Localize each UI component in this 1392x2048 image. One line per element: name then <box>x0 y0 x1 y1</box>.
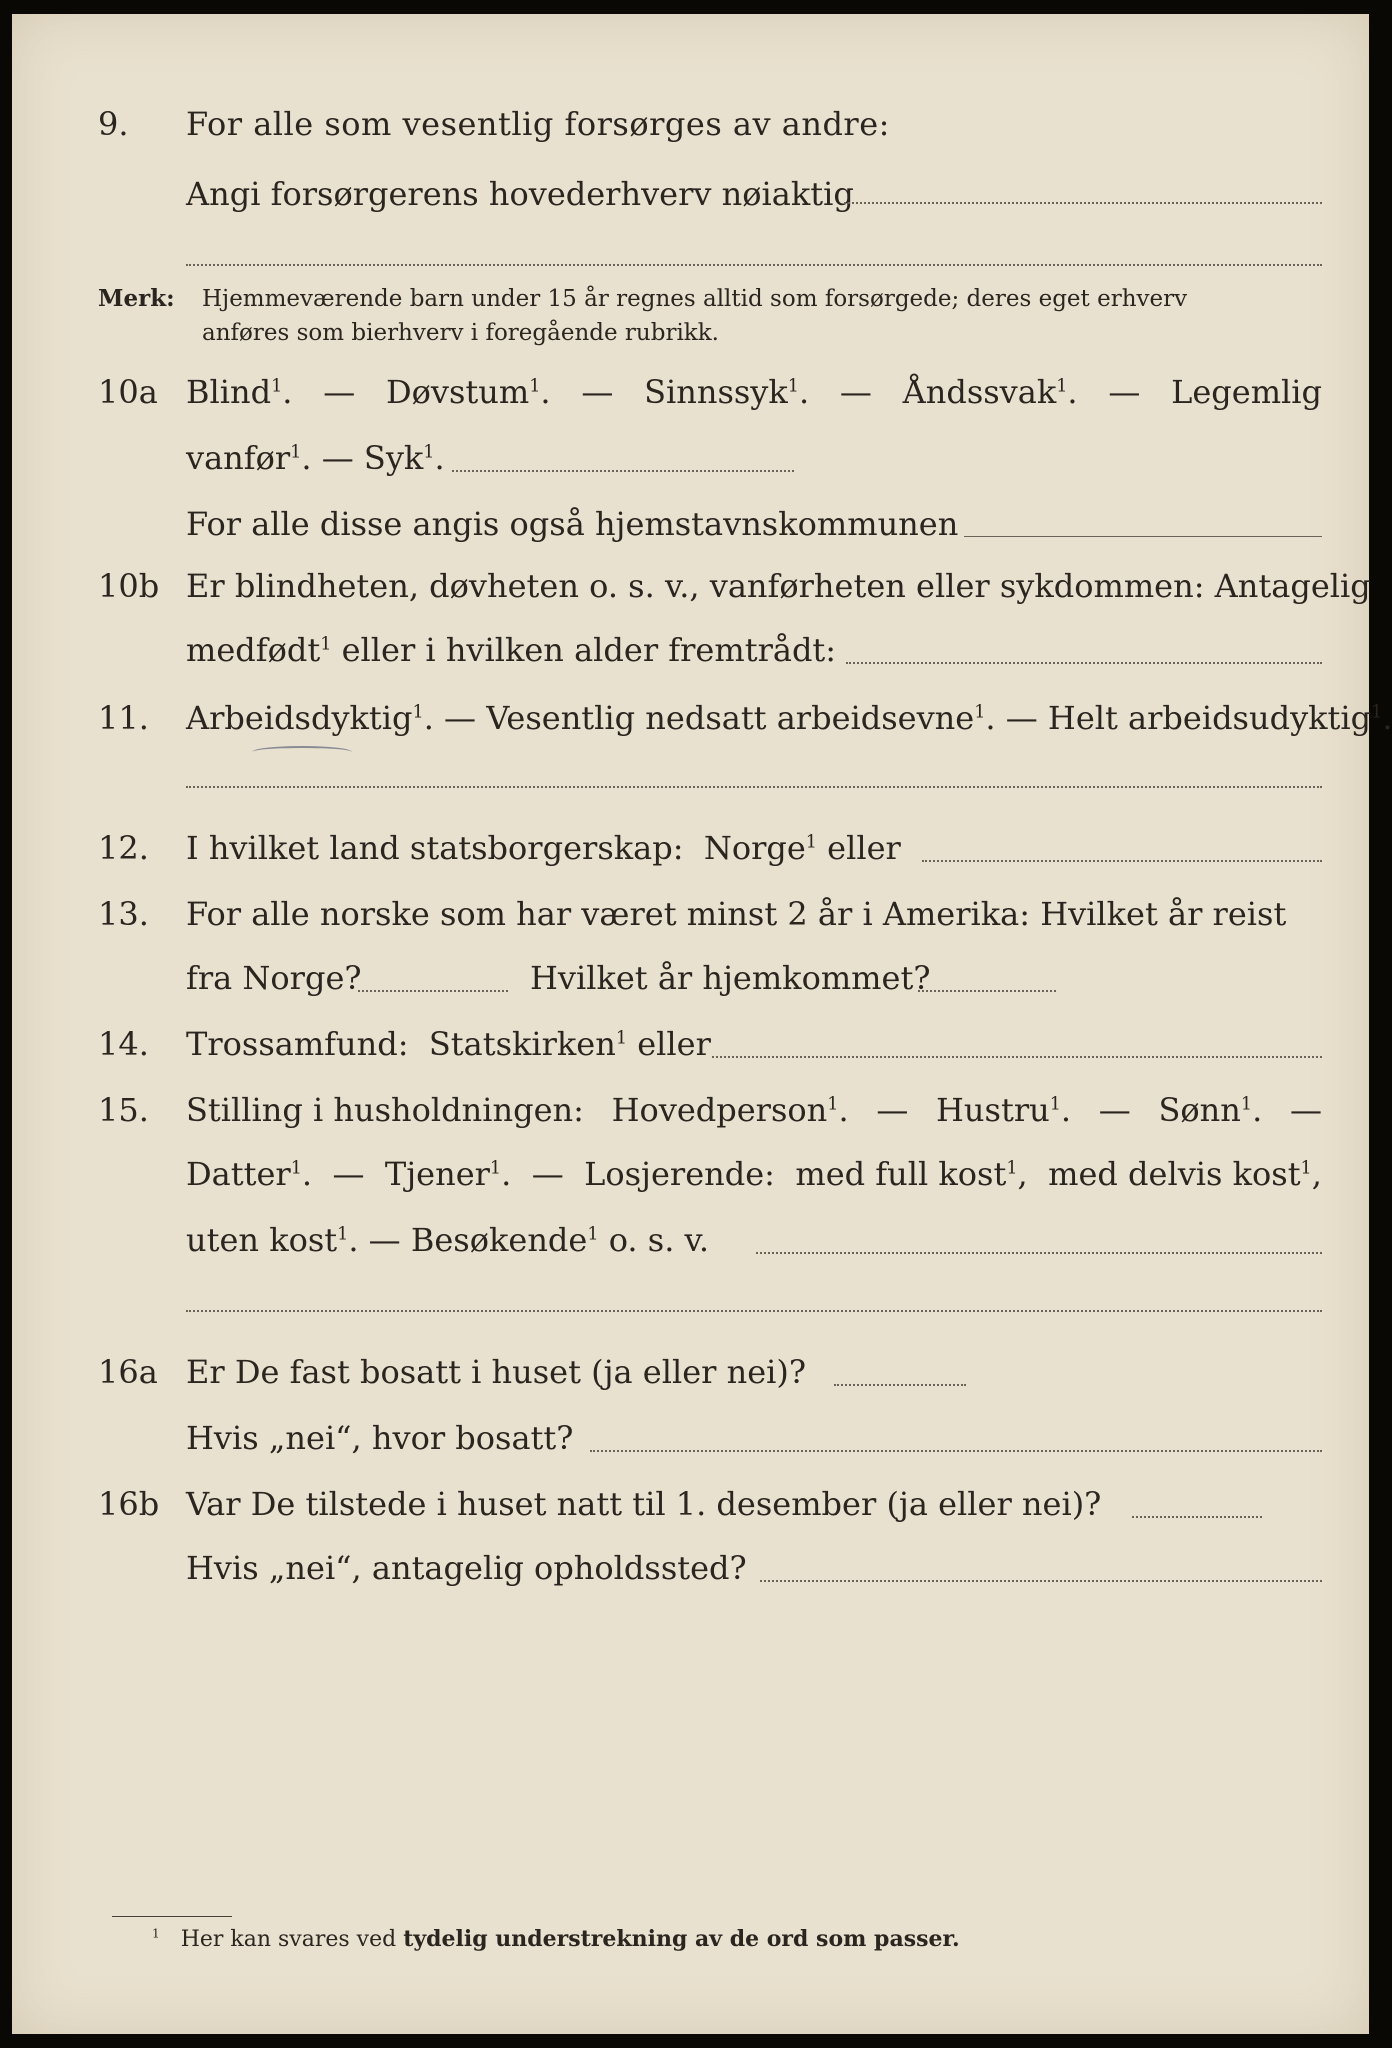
q13-line2a: fra Norge? <box>186 959 362 997</box>
option-vanfor[interactable]: vanfør$^1$. <box>186 439 312 477</box>
whereabouts-answer-line[interactable] <box>760 1580 1322 1582</box>
home-municipality-answer-line[interactable] <box>964 536 1322 537</box>
q9-number: 9. <box>98 105 129 143</box>
q15-line3: uten kost$^1$. — Besøkende$^1$ o. s. v. <box>186 1221 709 1259</box>
q14-number: 14. <box>98 1025 149 1063</box>
q10a-number: 10a <box>98 373 158 411</box>
q16a-line1: Er De fast bosatt i huset (ja eller nei)? <box>186 1353 807 1391</box>
q9-line1: For alle som vesentlig forsørges av andre: <box>186 105 890 143</box>
pencil-underline-mark <box>252 746 352 758</box>
q13-line2b: Hvilket år hjemkommet? <box>530 959 931 997</box>
q14-line: Trossamfund: Statskirken$^1$ eller <box>186 1025 711 1063</box>
option-norge[interactable]: Norge$^1$ <box>703 829 817 867</box>
q16b-line1: Var De tilstede i huset natt til 1. desember (ja eller nei)? <box>186 1485 1102 1523</box>
emigration-year-answer-line[interactable] <box>358 990 508 992</box>
q13-number: 13. <box>98 895 149 933</box>
citizenship-answer-line[interactable] <box>922 860 1322 862</box>
option-dovstum[interactable]: Døvstum$^1$. <box>385 373 551 411</box>
q9-answer-line-2[interactable] <box>186 264 1322 266</box>
q9-answer-line-1[interactable] <box>844 202 1322 204</box>
q15-line2: Datter$^1$. — Tjener$^1$. — Losjerende: med full kost$^1$, med delvis kost$^1$, <box>186 1155 1322 1193</box>
q12-line: I hvilket land statsborgerskap: Norge$^1$ eller <box>186 829 901 867</box>
q11-number: 11. <box>98 699 149 737</box>
option-hustru[interactable]: Hustru$^1$. <box>936 1091 1072 1129</box>
q16a-line2: Hvis „nei“, hvor bosatt? <box>186 1419 574 1457</box>
q10a-line1: Blind$^1$. — Døvstum$^1$. — Sinnssyk$^1$. — Åndssvak$^1$. — Legemlig <box>186 373 1322 411</box>
q10b-line2: medfødt$^1$ eller i hvilken alder fremtrådt: <box>186 631 837 669</box>
return-year-answer-line[interactable] <box>918 990 1056 992</box>
option-tjener[interactable]: Tjener$^1$. <box>384 1155 512 1193</box>
footnote: $^1$ Her kan svares ved tydelig understrekning av de ord som passer. <box>152 1926 960 1952</box>
q10a-answer-line[interactable] <box>452 470 794 472</box>
option-statskirken[interactable]: Statskirken$^1$ <box>428 1025 628 1063</box>
option-full-kost[interactable]: med full kost$^1$, <box>795 1155 1028 1193</box>
option-delvis-kost[interactable]: med delvis kost$^1$, <box>1048 1155 1322 1193</box>
q16b-number: 16b <box>98 1485 160 1523</box>
option-besokende[interactable]: Besøkende$^1$ <box>410 1221 599 1259</box>
q12-number: 12. <box>98 829 149 867</box>
q9-line2: Angi forsørgerens hovederhverv nøiaktig <box>186 175 854 213</box>
option-medfodt[interactable]: medfødt$^1$ <box>186 631 332 669</box>
option-datter[interactable]: Datter$^1$. <box>186 1155 313 1193</box>
household-answer-line-2[interactable] <box>186 1310 1322 1312</box>
census-form-page <box>12 14 1392 2034</box>
q15-line1: Stilling i husholdningen: Hovedperson$^1$. — Hustru$^1$. — Sønn$^1$. — <box>186 1091 1322 1129</box>
option-sinnssyk[interactable]: Sinnssyk$^1$. <box>644 373 810 411</box>
residence-answer-line[interactable] <box>590 1450 1322 1452</box>
household-answer-line-1[interactable] <box>756 1252 1322 1254</box>
q10b-answer-line[interactable] <box>846 662 1322 664</box>
q10a-line3: For alle disse angis også hjemstavnskommunen <box>186 505 959 543</box>
option-blind[interactable]: Blind$^1$. <box>186 373 293 411</box>
q16a-number: 16a <box>98 1353 158 1391</box>
q10b-line1: Er blindheten, døvheten o. s. v., vanførheten eller sykdommen: Antagelig <box>186 567 1371 605</box>
q10a-line2: vanfør$^1$. — Syk$^1$. <box>186 439 445 477</box>
option-andssvak[interactable]: Åndssvak$^1$. <box>902 373 1078 411</box>
q11-line: Arbeidsdyktig$^1$. — Vesentlig nedsatt arbeidsevne$^1$. — Helt arbeidsudyktig$^1$. <box>186 699 1392 737</box>
q15-number: 15. <box>98 1091 149 1129</box>
resident-answer-line[interactable] <box>834 1384 966 1386</box>
q11-answer-line[interactable] <box>186 786 1322 788</box>
option-syk[interactable]: Syk$^1$. <box>363 439 445 477</box>
note-line1: Hjemmeværende barn under 15 år regnes alltid som forsørgede; deres eget erhverv <box>202 286 1188 312</box>
footnote-rule <box>112 1916 232 1917</box>
option-uten-kost[interactable]: uten kost$^1$. <box>186 1221 359 1259</box>
q16b-line2: Hvis „nei“, antagelig opholdssted? <box>186 1549 747 1587</box>
option-legemlig[interactable]: Legemlig <box>1171 373 1322 411</box>
faith-answer-line[interactable] <box>712 1056 1322 1058</box>
note-label: Merk: <box>98 285 175 312</box>
option-hovedperson[interactable]: Hovedperson$^1$. <box>611 1091 849 1129</box>
option-vesentlig-nedsatt[interactable]: Vesentlig nedsatt arbeidsevne$^1$. <box>486 699 996 737</box>
option-helt-udyktig[interactable]: Helt arbeidsudyktig$^1$. <box>1047 699 1392 737</box>
q13-line1: For alle norske som har været minst 2 år i Amerika: Hvilket år reist <box>186 895 1287 933</box>
note-line2: anføres som bierhverv i foregående rubrikk. <box>202 320 719 346</box>
present-answer-line[interactable] <box>1132 1516 1262 1518</box>
option-sonn[interactable]: Sønn$^1$. <box>1158 1091 1263 1129</box>
q10b-number: 10b <box>98 567 160 605</box>
option-arbeidsdyktig[interactable]: Arbeidsdyktig$^1$. <box>186 699 434 737</box>
